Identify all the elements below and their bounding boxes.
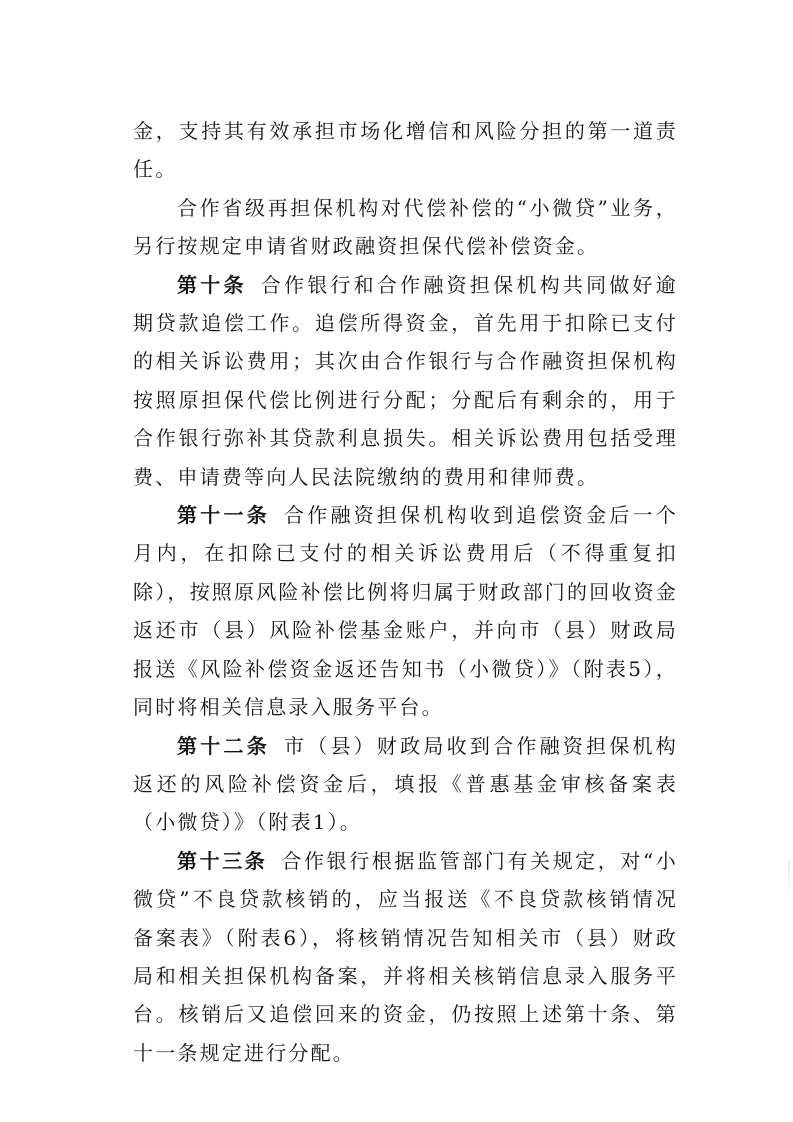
- paragraph-text: 金，支持其有效承担市场化增信和风险分担的第一道责任。: [133, 119, 678, 182]
- article-number: 第十三条: [177, 848, 268, 873]
- paragraph-reguarantee: [133, 189, 678, 266]
- article-11: [133, 496, 678, 726]
- article-12: [133, 727, 678, 842]
- article-text: 合作银行和合作融资担保机构共同做好逾期贷款追偿工作。追偿所得资金，首先用于扣除已支付的相关诉讼费用；其次由合作银行与合作融资担保机构按照原担保代偿比例进行分配；分配后有剩余的，用于合作银行弥补其贷款利息损失。相关诉讼费用包括受理费、申请费等向人民法院缴纳的费用和律师费。: [133, 272, 678, 489]
- article-text: 市（县）财政局收到合作融资担保机构返还的风险补偿资金后，填报《普惠基金审核备案表（小微贷）》（附表1）。: [133, 733, 678, 835]
- article-number: 第十二条: [177, 733, 270, 758]
- article-number: 第十一条: [177, 503, 270, 528]
- paragraph-text: 合作省级再担保机构对代偿补偿的“小微贷”业务，另行按规定申请省财政融资担保代偿补偿资金。: [133, 195, 678, 259]
- paragraph-continuation: [133, 112, 678, 189]
- article-text: 合作融资担保机构收到追偿资金后一个月内，在扣除已支付的相关诉讼费用后（不得重复扣除），按照原风险补偿比例将归属于财政部门的回收资金返还市（县）风险补偿基金账户，并向市（县）财政局报送《风险补偿资金返还告知书（小微贷）》（附表5），同时将相关信息录入服务平台。: [133, 503, 678, 720]
- article-10: [133, 266, 678, 496]
- article-text: 合作银行根据监管部门有关规定，对“小微贷”不良贷款核销的，应当报送《不良贷款核销情况备案表》（附表6），将核销情况告知相关市（县）财政局和相关担保机构备案，并将相关核销信息录入服务平台。核销后又追偿回来的资金，仍按照上述第十条、第十一条规定进行分配。: [133, 848, 678, 1065]
- article-13: [133, 842, 678, 1072]
- scan-edge-mark: [788, 860, 790, 900]
- document-body: [133, 112, 678, 1072]
- article-number: 第十条: [177, 272, 247, 297]
